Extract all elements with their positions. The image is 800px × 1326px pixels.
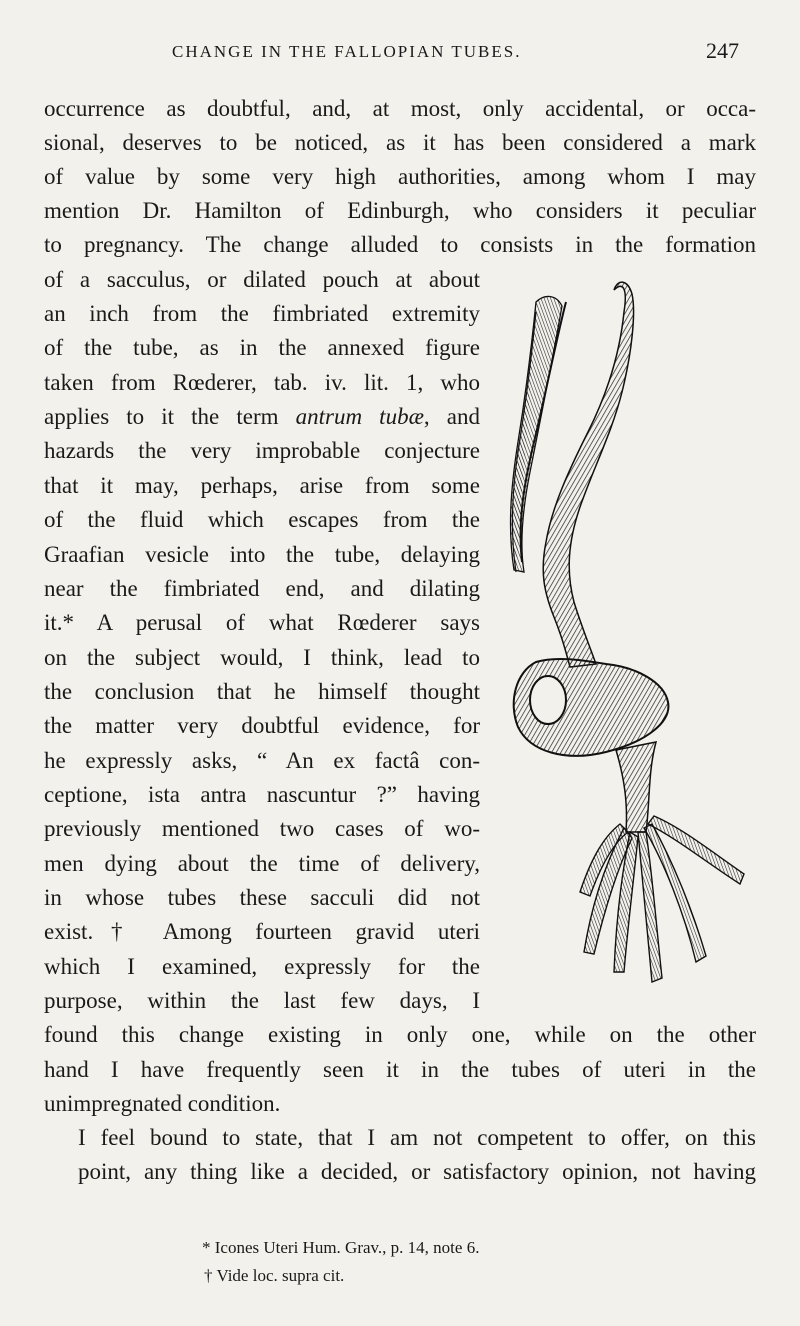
text-line: point, any thing like a decided, or satisfactory opinion, not having	[78, 1159, 756, 1184]
text-segment: applies to it the term	[44, 404, 296, 429]
text-line: of the tube, as in the annexed figure	[44, 335, 480, 360]
text-line: he expressly asks, “ An ex factâ con-	[44, 748, 480, 773]
text-line: sional, deserves to be noticed, as it has been considered a mark	[44, 130, 756, 155]
fallopian-tube-figure	[496, 272, 766, 1002]
text-line: men dying about the time of delivery,	[44, 851, 480, 876]
text-line: ceptione, ista antra nascuntur ?” having	[44, 782, 480, 807]
text-line: exist.† Among fourteen gravid uteri	[44, 919, 480, 944]
text-line: hazards the very improbable conjecture	[44, 438, 480, 463]
text-line: taken from Rœderer, tab. iv. lit. 1, who	[44, 370, 480, 395]
text-line: the matter very doubtful evidence, for	[44, 713, 480, 738]
text-line: that it may, perhaps, arise from some	[44, 473, 480, 498]
running-title: CHANGE IN THE FALLOPIAN TUBES.	[172, 42, 522, 61]
text-line: I feel bound to state, that I am not competent to offer, on this	[78, 1125, 756, 1150]
text-line: an inch from the fimbriated extremity	[44, 301, 480, 326]
text-line: the conclusion that he himself thought	[44, 679, 480, 704]
text-line: near the fimbriated end, and dilating	[44, 576, 480, 601]
text-line: of value by some very high authorities, among whom I may	[44, 164, 756, 189]
footnote: * Icones Uteri Hum. Grav., p. 14, note 6.	[202, 1238, 480, 1257]
text-line: it.* A perusal of what Rœderer says	[44, 610, 480, 635]
footnote: † Vide loc. supra cit.	[204, 1266, 345, 1285]
text-line	[44, 402, 480, 432]
text-line: previously mentioned two cases of wo-	[44, 816, 480, 841]
text-line: of the fluid which escapes from the	[44, 507, 480, 532]
page-number: 247	[706, 38, 739, 63]
text-line: which I examined, expressly for the	[44, 954, 480, 979]
text-line: found this change existing in only one, while on the other	[44, 1022, 756, 1047]
text-line: mention Dr. Hamilton of Edinburgh, who considers it peculiar	[44, 198, 756, 223]
text-line: unimpregnated condition.	[44, 1091, 281, 1116]
text-line: occurrence as doubtful, and, at most, only accidental, or occa-	[44, 96, 756, 121]
text-line: on the subject would, I think, lead to	[44, 645, 480, 670]
text-line: to pregnancy. The change alluded to consists in the formation	[44, 232, 756, 257]
text-segment: , and	[423, 404, 480, 429]
text-line: hand I have frequently seen it in the tubes of uteri in the	[44, 1057, 756, 1082]
text-line: of a sacculus, or dilated pouch at about	[44, 267, 480, 292]
page-header	[0, 38, 800, 68]
text-line: Graafian vesicle into the tube, delaying	[44, 542, 480, 567]
text-line: purpose, within the last few days, I	[44, 988, 480, 1013]
text-line: in whose tubes these sacculi did not	[44, 885, 480, 910]
italic-term: antrum tubæ	[295, 404, 424, 429]
